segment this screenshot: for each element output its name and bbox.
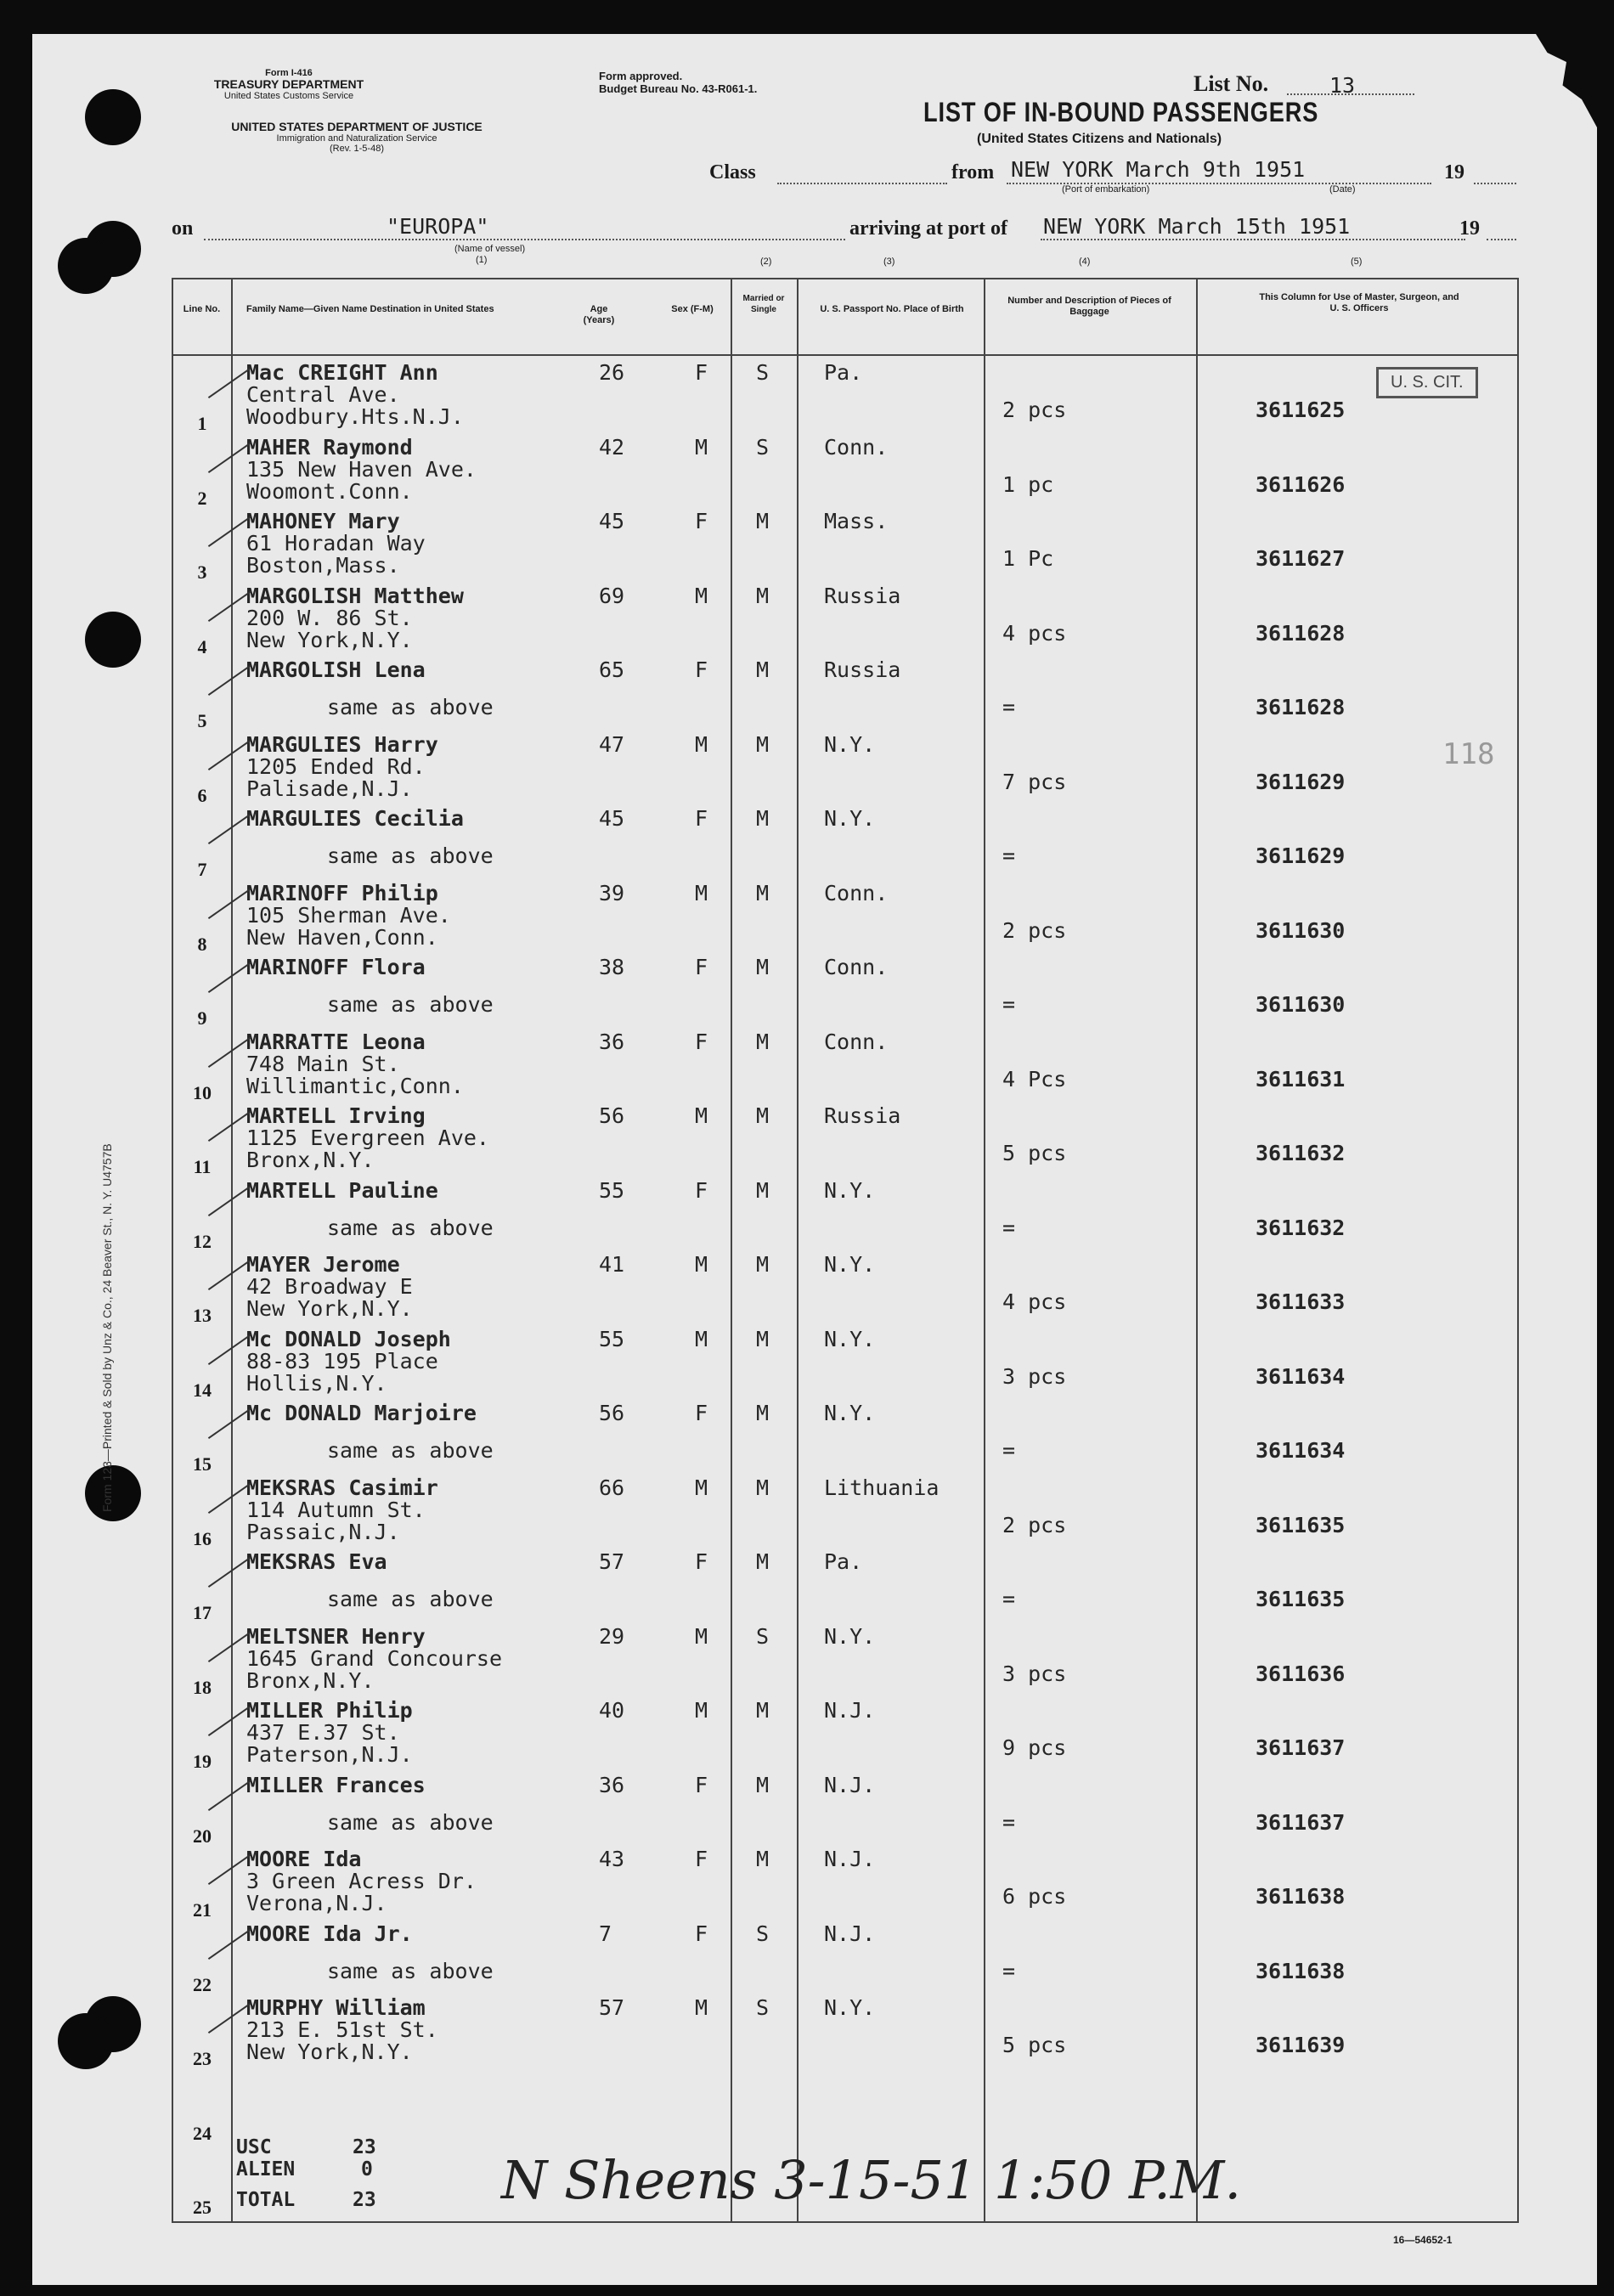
arriving-label: arriving at port of xyxy=(849,217,1007,240)
passenger-birthplace: N.Y. xyxy=(824,1401,876,1425)
passenger-city: New York,N.Y. xyxy=(246,2039,413,2064)
officer-number: 3611625 xyxy=(1256,398,1346,422)
passenger-name: MILLER Philip xyxy=(246,1698,413,1723)
table-rule-ms-left xyxy=(731,278,732,2223)
line-number: 2 xyxy=(197,487,207,509)
passenger-age: 43 xyxy=(599,1847,625,1871)
passenger-birthplace: Mass. xyxy=(824,509,889,533)
line-number: 19 xyxy=(193,1751,212,1772)
class-label: Class xyxy=(709,161,756,183)
passenger-sex: F xyxy=(695,806,708,831)
passenger-baggage: = xyxy=(1002,1587,1016,1611)
line-number: 23 xyxy=(193,2048,212,2069)
handwritten-signature: N Sheens 3-15-51 1:50 P.M. xyxy=(501,2149,1242,2211)
vessel-name: "EUROPA" xyxy=(387,214,489,239)
passenger-birthplace: Conn. xyxy=(824,1029,889,1054)
passenger-city: Boston,Mass. xyxy=(246,553,400,578)
form-number: Form I-416 xyxy=(265,68,313,78)
passenger-address: 88-83 195 Place xyxy=(246,1348,438,1374)
passenger-sex: F xyxy=(695,1401,708,1425)
passenger-marital-status: S xyxy=(756,1995,770,2020)
arriving-dots xyxy=(1041,239,1465,240)
passenger-baggage: = xyxy=(1002,1809,1016,1835)
line-number: 8 xyxy=(197,933,207,955)
passenger-address: 105 Sherman Ave. xyxy=(246,902,451,928)
passenger-marital-status: M xyxy=(756,1772,770,1797)
passenger-address: Central Ave. xyxy=(246,382,400,407)
col-header-baggage: Number and Description of Pieces of Baggage xyxy=(1007,296,1171,317)
approved-text: Form approved. xyxy=(599,70,683,82)
passenger-birthplace: Pa. xyxy=(824,360,863,385)
passenger-birthplace: Russia xyxy=(824,1103,901,1128)
passenger-birthplace: Lithuania xyxy=(824,1475,940,1500)
passenger-birthplace: N.Y. xyxy=(824,731,876,757)
officer-number: 3611637 xyxy=(1256,1809,1346,1835)
passenger-marital-status: M xyxy=(756,1847,770,1871)
passenger-birthplace: N.J. xyxy=(824,1921,876,1946)
passenger-city: Verona,N.J. xyxy=(246,1891,387,1915)
passenger-age: 38 xyxy=(599,955,625,979)
passenger-baggage: 1 pc xyxy=(1002,471,1054,497)
officer-number: 3611634 xyxy=(1256,1438,1346,1463)
vessel-dots xyxy=(204,239,845,240)
passenger-baggage: 4 Pcs xyxy=(1002,1066,1067,1092)
passenger-name: MARTELL Irving xyxy=(246,1103,426,1128)
officer-number: 3611629 xyxy=(1256,843,1346,868)
line-number: 15 xyxy=(193,1453,212,1475)
line-number: 14 xyxy=(193,1379,212,1401)
usc-label: USC xyxy=(236,2136,272,2158)
officer-number: 3611634 xyxy=(1256,1363,1346,1389)
passenger-name: MARTELL Pauline xyxy=(246,1177,438,1203)
passenger-baggage: = xyxy=(1002,1958,1016,1983)
passenger-age: 56 xyxy=(599,1103,625,1128)
justice-header xyxy=(161,121,552,154)
col-header-officers: This Column for Use of Master, Surgeon, and U. S. Officers xyxy=(1259,292,1459,313)
passenger-name: MEKSRAS Casimir xyxy=(246,1475,438,1500)
line-number: 3 xyxy=(197,561,207,583)
passenger-sex: F xyxy=(695,1921,708,1946)
passenger-age: 36 xyxy=(599,1772,625,1797)
line-number: 10 xyxy=(193,1081,212,1103)
passenger-birthplace: Russia xyxy=(824,583,901,608)
passenger-birthplace: N.Y. xyxy=(824,1177,876,1203)
passenger-age: 36 xyxy=(599,1029,625,1054)
passenger-name: MOORE Ida xyxy=(246,1847,362,1871)
line-number: 1 xyxy=(197,413,207,434)
line-number: 12 xyxy=(193,1230,212,1252)
passenger-baggage: 1 Pc xyxy=(1002,546,1054,571)
vessel-num: (1) xyxy=(476,255,488,265)
table-top-rule xyxy=(172,278,1519,279)
passenger-address: 1205 Ended Rd. xyxy=(246,753,426,779)
officer-number: 3611631 xyxy=(1256,1066,1346,1092)
passenger-baggage: 3 pcs xyxy=(1002,1363,1067,1389)
passenger-marital-status: M xyxy=(756,1698,770,1723)
passenger-name: MAHONEY Mary xyxy=(246,509,400,533)
passenger-marital-status: M xyxy=(756,955,770,979)
on-label: on xyxy=(172,217,194,240)
passenger-sex: M xyxy=(695,1103,708,1128)
passenger-address: 42 Broadway E xyxy=(246,1274,413,1299)
passenger-age: 55 xyxy=(599,1326,625,1351)
passenger-age: 45 xyxy=(599,509,625,533)
passenger-baggage: = xyxy=(1002,992,1016,1017)
passenger-age: 55 xyxy=(599,1177,625,1203)
passenger-marital-status: M xyxy=(756,657,770,682)
line-number: 25 xyxy=(193,2197,212,2218)
passenger-sex: F xyxy=(695,1772,708,1797)
passenger-name: MAYER Jerome xyxy=(246,1252,400,1277)
passenger-birthplace: N.J. xyxy=(824,1772,876,1797)
treasury-dept: TREASURY DEPARTMENT xyxy=(213,77,364,91)
passenger-marital-status: M xyxy=(756,1475,770,1500)
passenger-address: 213 E. 51st St. xyxy=(246,2017,438,2042)
passenger-city: same as above xyxy=(327,1438,494,1463)
passenger-birthplace: Pa. xyxy=(824,1549,863,1574)
passenger-address: 1125 Evergreen Ave. xyxy=(246,1125,489,1150)
passenger-age: 45 xyxy=(599,806,625,831)
passenger-sex: M xyxy=(695,1698,708,1723)
officer-number: 3611630 xyxy=(1256,992,1346,1017)
passenger-marital-status: M xyxy=(756,806,770,831)
passenger-marital-status: M xyxy=(756,1401,770,1425)
col-num-5: (5) xyxy=(1351,257,1363,267)
passenger-baggage: 7 pcs xyxy=(1002,769,1067,794)
col-num-4: (4) xyxy=(1079,257,1091,267)
passenger-birthplace: N.Y. xyxy=(824,1623,876,1649)
officer-number: 3611627 xyxy=(1256,546,1346,571)
date-caption: (Date) xyxy=(1329,184,1356,195)
port-embark-caption: (Port of embarkation) xyxy=(1062,184,1150,195)
officer-number: 3611626 xyxy=(1256,471,1346,497)
passenger-city: Woomont.Conn. xyxy=(246,478,413,504)
passenger-sex: M xyxy=(695,880,708,905)
passenger-city: same as above xyxy=(327,1587,494,1611)
line-number: 7 xyxy=(197,859,207,880)
passenger-city: same as above xyxy=(327,1809,494,1835)
year-19-b: 19 xyxy=(1459,217,1480,240)
passenger-birthplace: Russia xyxy=(824,657,901,682)
passenger-marital-status: S xyxy=(756,1921,770,1946)
passenger-age: 41 xyxy=(599,1252,625,1277)
bottom-code: 16—54652-1 xyxy=(1393,2234,1453,2246)
passenger-sex: F xyxy=(695,657,708,682)
from-label: from xyxy=(951,161,995,183)
passenger-name: MARRATTE Leona xyxy=(246,1029,426,1054)
passenger-name: MEKSRAS Eva xyxy=(246,1549,387,1574)
passenger-marital-status: M xyxy=(756,509,770,533)
passenger-age: 39 xyxy=(599,880,625,905)
passenger-sex: M xyxy=(695,1475,708,1500)
passenger-marital-status: M xyxy=(756,583,770,608)
passenger-baggage: = xyxy=(1002,695,1016,719)
passenger-marital-status: M xyxy=(756,1103,770,1128)
line-number: 17 xyxy=(193,1602,212,1623)
binder-hole xyxy=(85,612,141,668)
margin-note: 118 xyxy=(1442,737,1495,771)
total-label: TOTAL xyxy=(236,2189,296,2211)
officer-number: 3611628 xyxy=(1256,695,1346,719)
passenger-name: Mc DONALD Joseph xyxy=(246,1326,451,1351)
passenger-marital-status: M xyxy=(756,880,770,905)
passenger-city: Palisade,N.J. xyxy=(246,776,413,801)
passenger-sex: M xyxy=(695,583,708,608)
col-num-2: (2) xyxy=(760,257,772,267)
officer-number: 3611629 xyxy=(1256,769,1346,794)
vessel-caption: (Name of vessel) xyxy=(454,244,526,254)
passenger-city: Willimantic,Conn. xyxy=(246,1073,464,1098)
officer-number: 3611632 xyxy=(1256,1141,1346,1165)
list-no-value: 13 xyxy=(1329,73,1356,98)
line-number: 5 xyxy=(197,710,207,731)
passenger-name: MILLER Frances xyxy=(246,1772,426,1797)
passenger-name: Mac CREIGHT Ann xyxy=(246,360,438,385)
passenger-city: New Haven,Conn. xyxy=(246,924,438,950)
passenger-city: New York,N.Y. xyxy=(246,1296,413,1321)
col-num-3: (3) xyxy=(883,257,895,267)
passenger-sex: F xyxy=(695,1029,708,1054)
col-header-passport: U. S. Passport No. Place of Birth xyxy=(820,304,964,314)
officer-number: 3611636 xyxy=(1256,1661,1346,1686)
passenger-city: Passaic,N.J. xyxy=(246,1519,400,1544)
passenger-marital-status: S xyxy=(756,434,770,460)
passenger-sex: M xyxy=(695,1995,708,2020)
line-number: 13 xyxy=(193,1305,212,1326)
passenger-marital-status: M xyxy=(756,731,770,757)
passenger-address: 437 E.37 St. xyxy=(246,1720,400,1745)
passenger-sex: F xyxy=(695,1847,708,1871)
alien-count: 0 xyxy=(361,2158,373,2180)
line-number: 20 xyxy=(193,1825,212,1847)
passenger-name: MARGOLISH Matthew xyxy=(246,583,464,608)
passenger-sex: M xyxy=(695,731,708,757)
passenger-age: 26 xyxy=(599,360,625,385)
justice-dept: UNITED STATES DEPARTMENT OF JUSTICE xyxy=(231,120,483,133)
passenger-baggage: = xyxy=(1002,1215,1016,1240)
passenger-city: Woodbury.Hts.N.J. xyxy=(246,404,464,429)
officer-number: 3611638 xyxy=(1256,1884,1346,1909)
passenger-baggage: 6 pcs xyxy=(1002,1884,1067,1909)
budget-text: Budget Bureau No. 43-R061-1. xyxy=(599,82,758,95)
passenger-address: 1645 Grand Concourse xyxy=(246,1645,503,1671)
passenger-name: MAHER Raymond xyxy=(246,434,413,460)
passenger-address: 3 Green Acress Dr. xyxy=(246,1869,477,1893)
officer-number: 3611635 xyxy=(1256,1587,1346,1611)
from-value: NEW YORK March 9th 1951 xyxy=(1011,157,1306,182)
passenger-city: same as above xyxy=(327,992,494,1017)
passenger-name: MOORE Ida Jr. xyxy=(246,1921,413,1946)
col-header-sex: Sex (F-M) xyxy=(671,304,714,314)
passenger-age: 42 xyxy=(599,434,625,460)
passenger-city: Hollis,N.Y. xyxy=(246,1370,387,1396)
line-number: 21 xyxy=(193,1899,212,1921)
line-number: 16 xyxy=(193,1527,212,1549)
passenger-birthplace: N.Y. xyxy=(824,1252,876,1277)
binder-hole xyxy=(58,238,114,294)
page-title: LIST OF IN-BOUND PASSENGERS xyxy=(923,97,1319,127)
passenger-sex: F xyxy=(695,955,708,979)
passenger-baggage: = xyxy=(1002,843,1016,868)
table-rule-ms-right xyxy=(797,278,799,2223)
passenger-marital-status: M xyxy=(756,1326,770,1351)
passenger-city: same as above xyxy=(327,843,494,868)
passenger-baggage: 2 pcs xyxy=(1002,917,1067,943)
officer-number: 3611632 xyxy=(1256,1215,1346,1240)
passenger-sex: M xyxy=(695,434,708,460)
passenger-marital-status: M xyxy=(756,1549,770,1574)
officer-number: 3611628 xyxy=(1256,620,1346,646)
passenger-birthplace: N.J. xyxy=(824,1847,876,1871)
passenger-birthplace: Conn. xyxy=(824,880,889,905)
col-header-age: Age (Years) xyxy=(583,304,615,325)
side-print: Form 123—Printed & Sold by Unz & Co., 24 Beaver St., N. Y. U4757B xyxy=(100,1143,114,1512)
passenger-sex: F xyxy=(695,1177,708,1203)
line-number: 18 xyxy=(193,1676,212,1698)
passenger-birthplace: N.J. xyxy=(824,1698,876,1723)
officer-number: 3611639 xyxy=(1256,2033,1346,2057)
passenger-address: 135 New Haven Ave. xyxy=(246,456,477,482)
table-rule-right xyxy=(1517,278,1519,2223)
passenger-name: Mc DONALD Marjoire xyxy=(246,1401,477,1425)
passenger-city: same as above xyxy=(327,695,494,719)
line-number: 9 xyxy=(197,1007,207,1029)
passenger-age: 7 xyxy=(599,1921,612,1946)
passenger-address: 61 Horadan Way xyxy=(246,531,426,556)
passenger-marital-status: S xyxy=(756,1623,770,1649)
class-dots xyxy=(777,183,947,184)
passenger-age: 47 xyxy=(599,731,625,757)
form-approved xyxy=(599,70,757,95)
passenger-sex: F xyxy=(695,1549,708,1574)
col-header-line-no: Line No. xyxy=(183,304,221,314)
table-rule-officers xyxy=(1196,278,1198,2223)
passenger-baggage: 3 pcs xyxy=(1002,1661,1067,1686)
passenger-baggage: 2 pcs xyxy=(1002,1512,1067,1537)
ins-service: Immigration and Naturalization Service xyxy=(276,133,437,144)
usc-count: 23 xyxy=(353,2136,376,2158)
year-dots-a xyxy=(1474,183,1516,184)
passenger-city: Bronx,N.Y. xyxy=(246,1148,375,1172)
passenger-address: 114 Autumn St. xyxy=(246,1497,426,1522)
form-header-left xyxy=(161,68,416,101)
customs-service: United States Customs Service xyxy=(223,91,354,101)
passenger-marital-status: M xyxy=(756,1177,770,1203)
passenger-baggage: 5 pcs xyxy=(1002,2033,1067,2057)
passenger-age: 65 xyxy=(599,657,625,682)
passenger-sex: F xyxy=(695,509,708,533)
line-number: 6 xyxy=(197,784,207,806)
passenger-age: 40 xyxy=(599,1698,625,1723)
passenger-baggage: 9 pcs xyxy=(1002,1735,1067,1760)
passenger-birthplace: N.Y. xyxy=(824,1326,876,1351)
passenger-baggage: 4 pcs xyxy=(1002,1289,1067,1314)
col-header-married: Married or Single xyxy=(742,294,785,314)
line-number: 11 xyxy=(193,1156,212,1177)
table-rule-baggage xyxy=(984,278,985,2223)
passenger-age: 57 xyxy=(599,1995,625,2020)
passenger-name: MURPHY William xyxy=(246,1995,426,2020)
passenger-city: New York,N.Y. xyxy=(246,627,413,652)
passenger-sex: M xyxy=(695,1326,708,1351)
line-number: 22 xyxy=(193,1973,212,1995)
passenger-name: MARINOFF Philip xyxy=(246,880,438,905)
total-count: 23 xyxy=(353,2189,376,2211)
officer-number: 3611637 xyxy=(1256,1735,1346,1760)
passenger-address: 200 W. 86 St. xyxy=(246,605,413,630)
passenger-baggage: 5 pcs xyxy=(1002,1141,1067,1165)
passenger-city: same as above xyxy=(327,1215,494,1240)
passenger-name: MARINOFF Flora xyxy=(246,955,426,979)
table-bottom-rule xyxy=(172,2221,1519,2223)
year-dots-b xyxy=(1487,239,1516,240)
passenger-name: MARGULIES Harry xyxy=(246,731,438,757)
passenger-city: same as above xyxy=(327,1958,494,1983)
passenger-birthplace: N.Y. xyxy=(824,806,876,831)
passenger-baggage: 4 pcs xyxy=(1002,620,1067,646)
passenger-sex: M xyxy=(695,1623,708,1649)
page-subtitle: (United States Citizens and Nationals) xyxy=(977,132,1222,146)
officer-number: 3611638 xyxy=(1256,1958,1346,1983)
header-bottom-rule xyxy=(172,354,1519,356)
passenger-name: MARGULIES Cecilia xyxy=(246,806,464,831)
passenger-age: 29 xyxy=(599,1623,625,1649)
passenger-marital-status: S xyxy=(756,360,770,385)
passenger-marital-status: M xyxy=(756,1252,770,1277)
us-cit-stamp: U. S. CIT. xyxy=(1376,367,1478,398)
passenger-age: 56 xyxy=(599,1401,625,1425)
binder-hole xyxy=(85,89,141,145)
passenger-sex: M xyxy=(695,1252,708,1277)
passenger-name: MELTSNER Henry xyxy=(246,1623,426,1649)
alien-label: ALIEN xyxy=(236,2158,296,2180)
passenger-birthplace: Conn. xyxy=(824,434,889,460)
year-19-a: 19 xyxy=(1444,161,1464,183)
passenger-baggage: = xyxy=(1002,1438,1016,1463)
passenger-address: 748 Main St. xyxy=(246,1051,400,1076)
list-no-label: List No. xyxy=(1194,71,1269,96)
passenger-marital-status: M xyxy=(756,1029,770,1054)
passenger-birthplace: N.Y. xyxy=(824,1995,876,2020)
passenger-city: Bronx,N.Y. xyxy=(246,1667,375,1693)
passenger-sex: F xyxy=(695,360,708,385)
officer-number: 3611635 xyxy=(1256,1512,1346,1537)
passenger-age: 66 xyxy=(599,1475,625,1500)
passenger-name: MARGOLISH Lena xyxy=(246,657,426,682)
binder-hole xyxy=(58,2013,114,2069)
passenger-age: 57 xyxy=(599,1549,625,1574)
passenger-baggage: 2 pcs xyxy=(1002,398,1067,422)
rev-date: (Rev. 1-5-48) xyxy=(330,144,384,154)
line-number: 4 xyxy=(197,635,207,657)
passenger-city: Paterson,N.J. xyxy=(246,1742,413,1767)
col-header-name: Family Name—Given Name Destination in United States xyxy=(246,304,494,314)
arriving-value: NEW YORK March 15th 1951 xyxy=(1043,214,1351,239)
passenger-birthplace: Conn. xyxy=(824,955,889,979)
line-number: 24 xyxy=(193,2122,212,2144)
officer-number: 3611633 xyxy=(1256,1289,1346,1314)
passenger-age: 69 xyxy=(599,583,625,608)
officer-number: 3611630 xyxy=(1256,917,1346,943)
